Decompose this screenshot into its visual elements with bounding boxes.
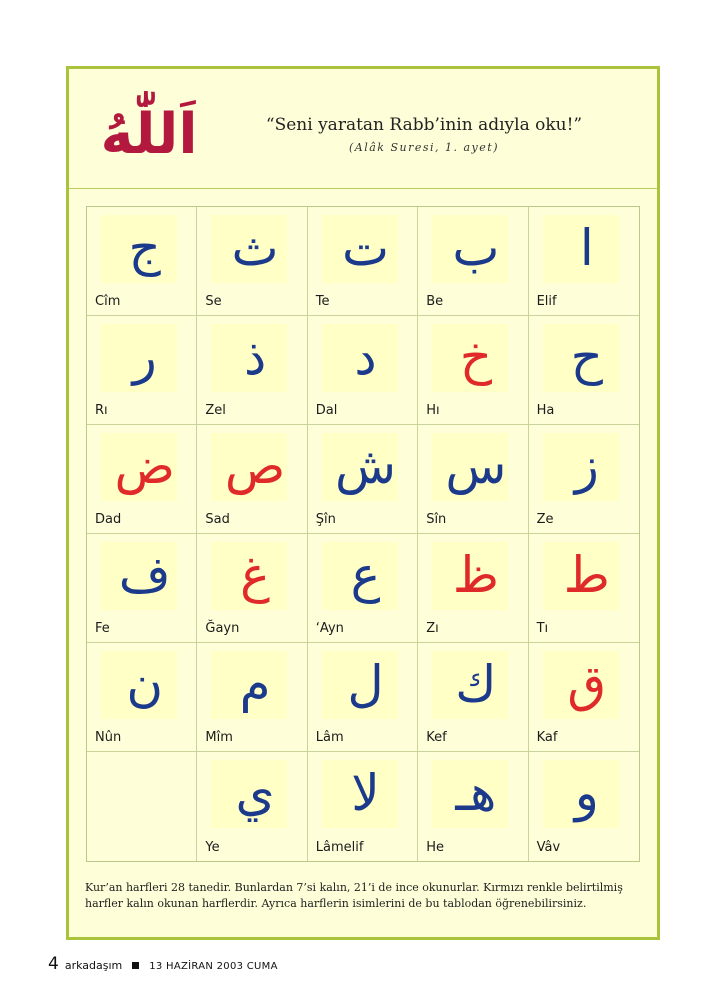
arabic-letter: ط [563, 546, 610, 604]
letter-name: Kaf [536, 730, 558, 745]
letter-name: Elif [536, 294, 557, 309]
magazine-name: arkadaşım [64, 959, 123, 972]
letter-name: Be [426, 294, 444, 309]
letter-name: Sad [205, 512, 230, 527]
arabic-letter: ر [132, 328, 157, 386]
page-footer [48, 954, 278, 974]
letter-cell [197, 316, 307, 425]
letter-name: Şîn [315, 512, 336, 527]
letter-cell [529, 643, 639, 752]
arabic-letter: ك [455, 655, 497, 713]
letter-cell [87, 534, 197, 643]
arabic-letter: م [239, 655, 271, 713]
arabic-letter: و [574, 764, 599, 822]
arabic-letter: ي [235, 764, 275, 822]
letter-name: Zel [205, 403, 226, 418]
letter-cell [87, 207, 197, 316]
letter-cell [308, 643, 418, 752]
letter-cell [87, 316, 197, 425]
letter-name: Lâmelif [315, 840, 364, 855]
letter-name: Kef [426, 730, 447, 745]
arabic-letter: ث [231, 219, 279, 277]
arabic-letter: ش [334, 437, 397, 495]
letter-cell [308, 534, 418, 643]
arabic-letter: ز [574, 437, 599, 495]
letter-cell [418, 425, 528, 534]
letter-name: Se [205, 294, 222, 309]
letter-name: Ha [536, 403, 555, 418]
letter-name: Hı [426, 403, 440, 418]
letter-cell [308, 752, 418, 861]
letter-name: Dal [315, 403, 338, 418]
arabic-letter: ن [126, 655, 164, 713]
verse-quote: “Seni yaratan Rabb’inin adıyla oku!” [265, 115, 583, 135]
separator-square-icon [132, 962, 139, 969]
arabic-letter: ح [570, 328, 603, 386]
letter-name: Zı [426, 621, 439, 636]
arabic-letter: ذ [243, 328, 267, 386]
letter-cell [197, 534, 307, 643]
arabic-letter: ج [128, 219, 161, 277]
letter-cell [197, 643, 307, 752]
letter-name: Cîm [95, 294, 121, 309]
letter-cell [308, 316, 418, 425]
arabic-letter: س [445, 437, 507, 495]
arabic-letter: هـ [455, 764, 497, 822]
arabic-letter: ا [579, 219, 594, 277]
letter-cell [418, 643, 528, 752]
letter-name: Ze [536, 512, 554, 527]
letter-name: Mîm [205, 730, 233, 745]
letter-cell [308, 425, 418, 534]
arabic-letter: ظ [452, 546, 500, 604]
letter-cell [197, 425, 307, 534]
letter-name: Vâv [536, 840, 561, 855]
arabic-letter: د [354, 328, 377, 386]
header-divider [69, 188, 657, 189]
arabic-letter: ص [224, 437, 286, 495]
arabic-letter: لا [351, 764, 380, 822]
arabic-letter: ل [347, 655, 384, 713]
letter-name: He [426, 840, 444, 855]
explanatory-note: Kur’an harfleri 28 tanedir. Bunlardan 7’si kalın, 21’i de ince okunurlar. Kırmızı renkle belirtilmiş harfler kalın okunan harflerdir. Ayrıca harflerin isimlerini de bu tablodan öğrenebilirsiniz. [85, 881, 623, 910]
letter-cell [529, 425, 639, 534]
letter-name: Dad [95, 512, 122, 527]
verse-source: (Alâk Suresi, 1. ayet) [348, 141, 499, 154]
arabic-letter: ت [341, 219, 390, 277]
letter-name: Rı [95, 403, 108, 418]
alphabet-panel [66, 66, 660, 940]
letter-name: Tı [536, 621, 549, 636]
letter-cell [197, 752, 307, 861]
letter-cell [418, 534, 528, 643]
arabic-letter: ض [114, 437, 175, 495]
arabic-letter: ب [452, 219, 500, 277]
letter-cell [418, 207, 528, 316]
arabic-letter: ف [118, 546, 171, 604]
letter-cell [529, 534, 639, 643]
letter-cell [87, 643, 197, 752]
letter-name: Lâm [315, 730, 344, 745]
letter-cell [418, 316, 528, 425]
letter-cell [529, 752, 639, 861]
page-number: 4 [48, 954, 59, 974]
arabic-letter: ق [567, 655, 607, 713]
letter-name: Sîn [426, 512, 447, 527]
arabic-letter: غ [240, 546, 271, 604]
letter-cell [87, 425, 197, 534]
letter-name: Nûn [95, 730, 122, 745]
letter-name: Fe [95, 621, 110, 636]
letter-name: Ye [205, 840, 220, 855]
letter-cell [418, 752, 528, 861]
arabic-letter: خ [459, 328, 493, 386]
issue-date: 13 HAZİRAN 2003 CUMA [149, 961, 278, 972]
arabic-letter: ع [350, 546, 381, 604]
letter-name: Ğayn [205, 621, 240, 636]
letter-cell [197, 207, 307, 316]
letter-cell [87, 752, 197, 861]
allah-calligraphy: اَللّٰهُ [100, 102, 198, 167]
letter-name: Te [315, 294, 330, 309]
letter-cell [529, 316, 639, 425]
letter-cell [308, 207, 418, 316]
letter-cell [529, 207, 639, 316]
letter-grid [86, 206, 640, 862]
letter-name: ‘Ayn [315, 621, 344, 636]
